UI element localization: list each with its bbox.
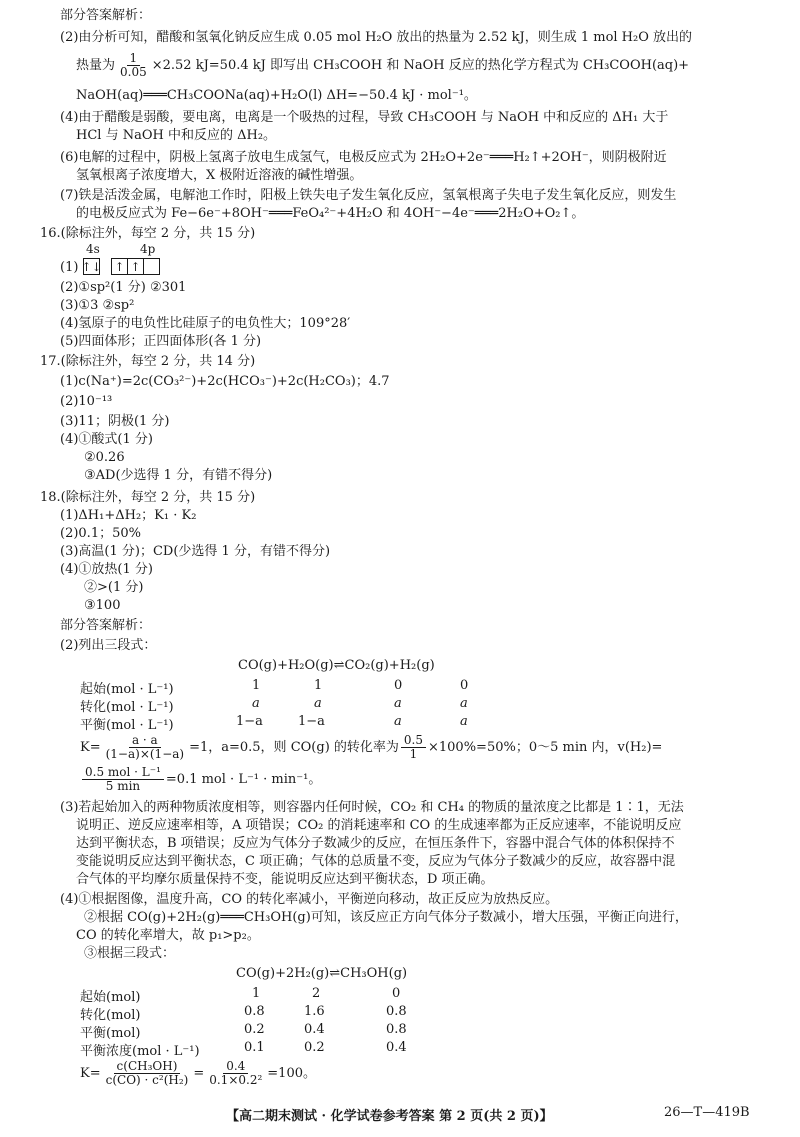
s18-a4: (4)①放热(1 分) <box>60 562 153 577</box>
t1-cell: a <box>252 696 260 711</box>
conv-num: 0.5 <box>401 734 426 748</box>
s18-e4-line-3: CO 的转化率增大，故 p₁>p₂。 <box>76 928 260 943</box>
t1-cell: a <box>394 714 402 729</box>
k-expression-1 <box>80 734 662 761</box>
t1-cell: 0 <box>460 678 469 693</box>
t2-cell: 1 <box>252 986 261 1001</box>
conversion-fraction <box>401 734 426 761</box>
t2-cell: 1.6 <box>304 1004 325 1019</box>
t1-label: 起始(mol · L⁻¹) <box>80 682 174 697</box>
k-expression-2 <box>80 1060 316 1087</box>
q7-line-2: 的电极反应式为 Fe−6e⁻+8OH⁻═══FeO₄²⁻+4H₂O 和 4OH⁻−4e⁻═══2H₂O+O₂↑。 <box>76 206 585 221</box>
q6-line-1: (6)电解的过程中，阴极上氢离子放电生成氢气，电极反应式为 2H₂O+2e⁻═══H₂↑+2OH⁻，则阴极附近 <box>60 150 667 165</box>
q2-frac-den: 0.05 <box>120 65 147 79</box>
t2-cell: 0.4 <box>304 1022 325 1037</box>
q2-text-b: ×2.52 kJ=50.4 kJ 即写出 CH₃COOH 和 NaOH 反应的热化学方程式为 CH₃COOH(aq)+ <box>151 58 690 73</box>
k1-num: a · a <box>129 734 161 748</box>
t1-cell: a <box>314 696 322 711</box>
rate-fraction <box>82 766 164 793</box>
orbital-4s-boxes <box>81 258 102 275</box>
q7-line-1: (7)铁是活泼金属，电解池工作时，阳极上铁失电子发生氧化反应，氢氧根离子失电子发生氧化反应，则发生 <box>60 188 677 203</box>
equation-1: CO(g)+H₂O(g)⇌CO₂(g)+H₂(g) <box>238 658 435 673</box>
s18-e3-line-4: 变能说明反应达到平衡状态，C 项正确；气体的总质量不变，反应为气体分子数减少的反应，故容器中混 <box>76 854 676 869</box>
t2-label: 起始(mol) <box>80 990 141 1005</box>
s18-a3: (3)高温(1 分)；CD(少选得 1 分，有错不得分) <box>60 544 331 559</box>
s18-e4-line-2: ②根据 CO(g)+2H₂(g)═══CH₃OH(g)可知，该反应正方向气体分子数减小，增大压强，平衡正向进行， <box>84 910 688 925</box>
orbital-4p-boxes <box>112 258 160 275</box>
footer-code: 26—T—419B <box>664 1105 750 1120</box>
s16-a2: (2)①sp²(1 分) ②301 <box>60 280 187 295</box>
q2-line-1: (2)由分析可知，醋酸和氢氧化钠反应生成 0.05 mol H₂O 放出的热量为 2.52 kJ，则生成 1 mol H₂O 放出的 <box>60 30 693 45</box>
s18-a4c: ③100 <box>84 598 121 613</box>
t2-cell: 0.4 <box>386 1040 407 1055</box>
s18-e3-line-3: 达到平衡状态，B 项错误；反应为气体分子数减少的反应，在恒压条件下，容器中混合气体的体积保持不 <box>76 836 675 851</box>
s18-e2-intro: (2)列出三段式： <box>60 638 157 653</box>
k2-den: c(CO) · c²(H₂) <box>105 1073 189 1087</box>
s16-a5: (5)四面体形；正四面体形(各 1 分) <box>60 334 262 349</box>
k2-prefix: K= <box>80 1066 101 1081</box>
orbital-box-4p-3 <box>143 258 160 275</box>
t1-cell: a <box>394 696 402 711</box>
s18-e3-line-5: 合气体的平均摩尔质量保持不变，能说明反应达到平衡状态，D 项正确。 <box>76 872 494 887</box>
t2-label: 平衡(mol) <box>80 1026 141 1041</box>
k2-eq: = <box>193 1066 205 1081</box>
s17-a4c: ③AD(少选得 1 分，有错不得分) <box>84 468 273 483</box>
q2-fraction <box>117 52 150 79</box>
k1-post: ×100%=50%；0～5 min 内，v(H₂)= <box>428 740 663 755</box>
t1-label: 平衡(mol · L⁻¹) <box>80 718 174 733</box>
s18-a1: (1)ΔH₁+ΔH₂；K₁ · K₂ <box>60 508 197 523</box>
t2-label: 平衡浓度(mol · L⁻¹) <box>80 1044 200 1059</box>
t1-cell: 0 <box>394 678 403 693</box>
rate-num: 0.5 mol · L⁻¹ <box>82 766 164 780</box>
k2-post: =100。 <box>267 1066 316 1081</box>
orbital-4s-label: 4s <box>86 242 100 256</box>
t2-cell: 0.8 <box>386 1004 407 1019</box>
q2-line-2 <box>76 52 689 79</box>
rate-post: =0.1 mol · L⁻¹ · min⁻¹。 <box>165 772 322 787</box>
s16-a1-label: (1) <box>60 260 79 275</box>
q2-text-a: 热量为 <box>76 58 116 73</box>
conv-den: 1 <box>409 747 418 761</box>
k2-fraction <box>103 1060 192 1087</box>
t2-cell: 2 <box>312 986 321 1001</box>
k1-prefix: K= <box>80 740 101 755</box>
t1-cell: 1−a <box>298 714 325 729</box>
s17-a1: (1)c(Na⁺)=2c(CO₃²⁻)+2c(HCO₃⁻)+2c(H₂CO₃)；4.7 <box>60 374 390 389</box>
k2-num: c(CH₃OH) <box>114 1060 181 1074</box>
s18-e4-line-4: ③根据三段式： <box>84 946 176 961</box>
s17-a4: (4)①酸式(1 分) <box>60 432 153 447</box>
t2-cell: 0 <box>392 986 401 1001</box>
section-header: 部分答案解析： <box>60 8 152 23</box>
t2-cell: 0.8 <box>244 1004 265 1019</box>
k2-fnum: 0.4 <box>223 1060 248 1074</box>
q4-line-2: HCl 与 NaOH 中和反应的 ΔH₂。 <box>76 128 277 143</box>
t1-cell: 1 <box>252 678 261 693</box>
q4-line-1: (4)由于醋酸是弱酸，要电离，电离是一个吸热的过程，导致 CH₃COOH 与 NaOH 中和反应的 ΔH₁ 大于 <box>60 110 669 125</box>
s16-a3: (3)①3 ②sp² <box>60 298 135 313</box>
k1-fraction <box>103 734 187 761</box>
s17-title: 17.(除标注外，每空 2 分，共 14 分) <box>40 354 256 369</box>
q6-line-2: 氢氧根离子浓度增大，X 极附近溶液的碱性增强。 <box>76 168 363 183</box>
rate-den: 5 min <box>105 779 141 793</box>
s18-explanation-header: 部分答案解析： <box>60 618 152 633</box>
t1-cell: a <box>460 714 468 729</box>
t1-cell: a <box>460 696 468 711</box>
orbital-4p-label: 4p <box>140 242 156 256</box>
orbital-box-4s: ↑↓ <box>81 259 102 274</box>
k1-den: (1−a)×(1−a) <box>105 747 185 761</box>
t1-cell: 1 <box>314 678 323 693</box>
t2-cell: 0.1 <box>244 1040 265 1055</box>
s18-a4b: ②>(1 分) <box>84 580 144 595</box>
s18-title: 18.(除标注外，每空 2 分，共 15 分) <box>40 490 256 505</box>
t2-cell: 0.2 <box>304 1040 325 1055</box>
s17-a3: (3)11；阴极(1 分) <box>60 414 170 429</box>
t1-label: 转化(mol · L⁻¹) <box>80 700 174 715</box>
t1-cell: 1−a <box>236 714 263 729</box>
s17-a2: (2)10⁻¹³ <box>60 394 113 409</box>
t2-cell: 0.2 <box>244 1022 265 1037</box>
s18-e4-line-1: (4)①根据图像，温度升高，CO 的转化率减小，平衡逆向移动，故正反应为放热反应。 <box>60 892 559 907</box>
s18-e3-line-1: (3)若起始加入的两种物质浓度相等，则容器内任何时候，CO₂ 和 CH₄ 的物质的量浓度之比都是 1∶1，无法 <box>60 800 684 815</box>
t2-label: 转化(mol) <box>80 1008 141 1023</box>
q2-line-3: NaOH(aq)═══CH₃COONa(aq)+H₂O(l) ΔH=−50.4 kJ · mol⁻¹。 <box>76 88 477 103</box>
orbital-box-4p-1: ↑ <box>111 258 128 275</box>
q2-frac-num: 1 <box>127 52 141 66</box>
s16-title: 16.(除标注外，每空 2 分，共 15 分) <box>40 226 256 241</box>
rate-expression <box>80 766 321 793</box>
footer-title: 【高二期末测试 · 化学试卷参考答案 第 2 页(共 2 页)】 <box>226 1109 553 1124</box>
s18-e3-line-2: 说明正、逆反应速率相等，A 项错误；CO₂ 的消耗速率和 CO 的生成速率都为正反应速率，不能说明反应 <box>76 818 682 833</box>
k2-value-fraction <box>206 1060 265 1087</box>
k1-mid: =1，a=0.5，则 CO(g) 的转化率为 <box>189 740 399 755</box>
orbital-box-4p-2: ↑ <box>127 258 144 275</box>
equation-2: CO(g)+2H₂(g)⇌CH₃OH(g) <box>236 966 408 981</box>
t2-cell: 0.8 <box>386 1022 407 1037</box>
s18-a2: (2)0.1；50% <box>60 526 141 541</box>
k2-fden: 0.1×0.2² <box>209 1073 263 1087</box>
s16-a4: (4)氢原子的电负性比硅原子的电负性大；109°28′ <box>60 316 351 331</box>
s17-a4b: ②0.26 <box>84 450 125 465</box>
